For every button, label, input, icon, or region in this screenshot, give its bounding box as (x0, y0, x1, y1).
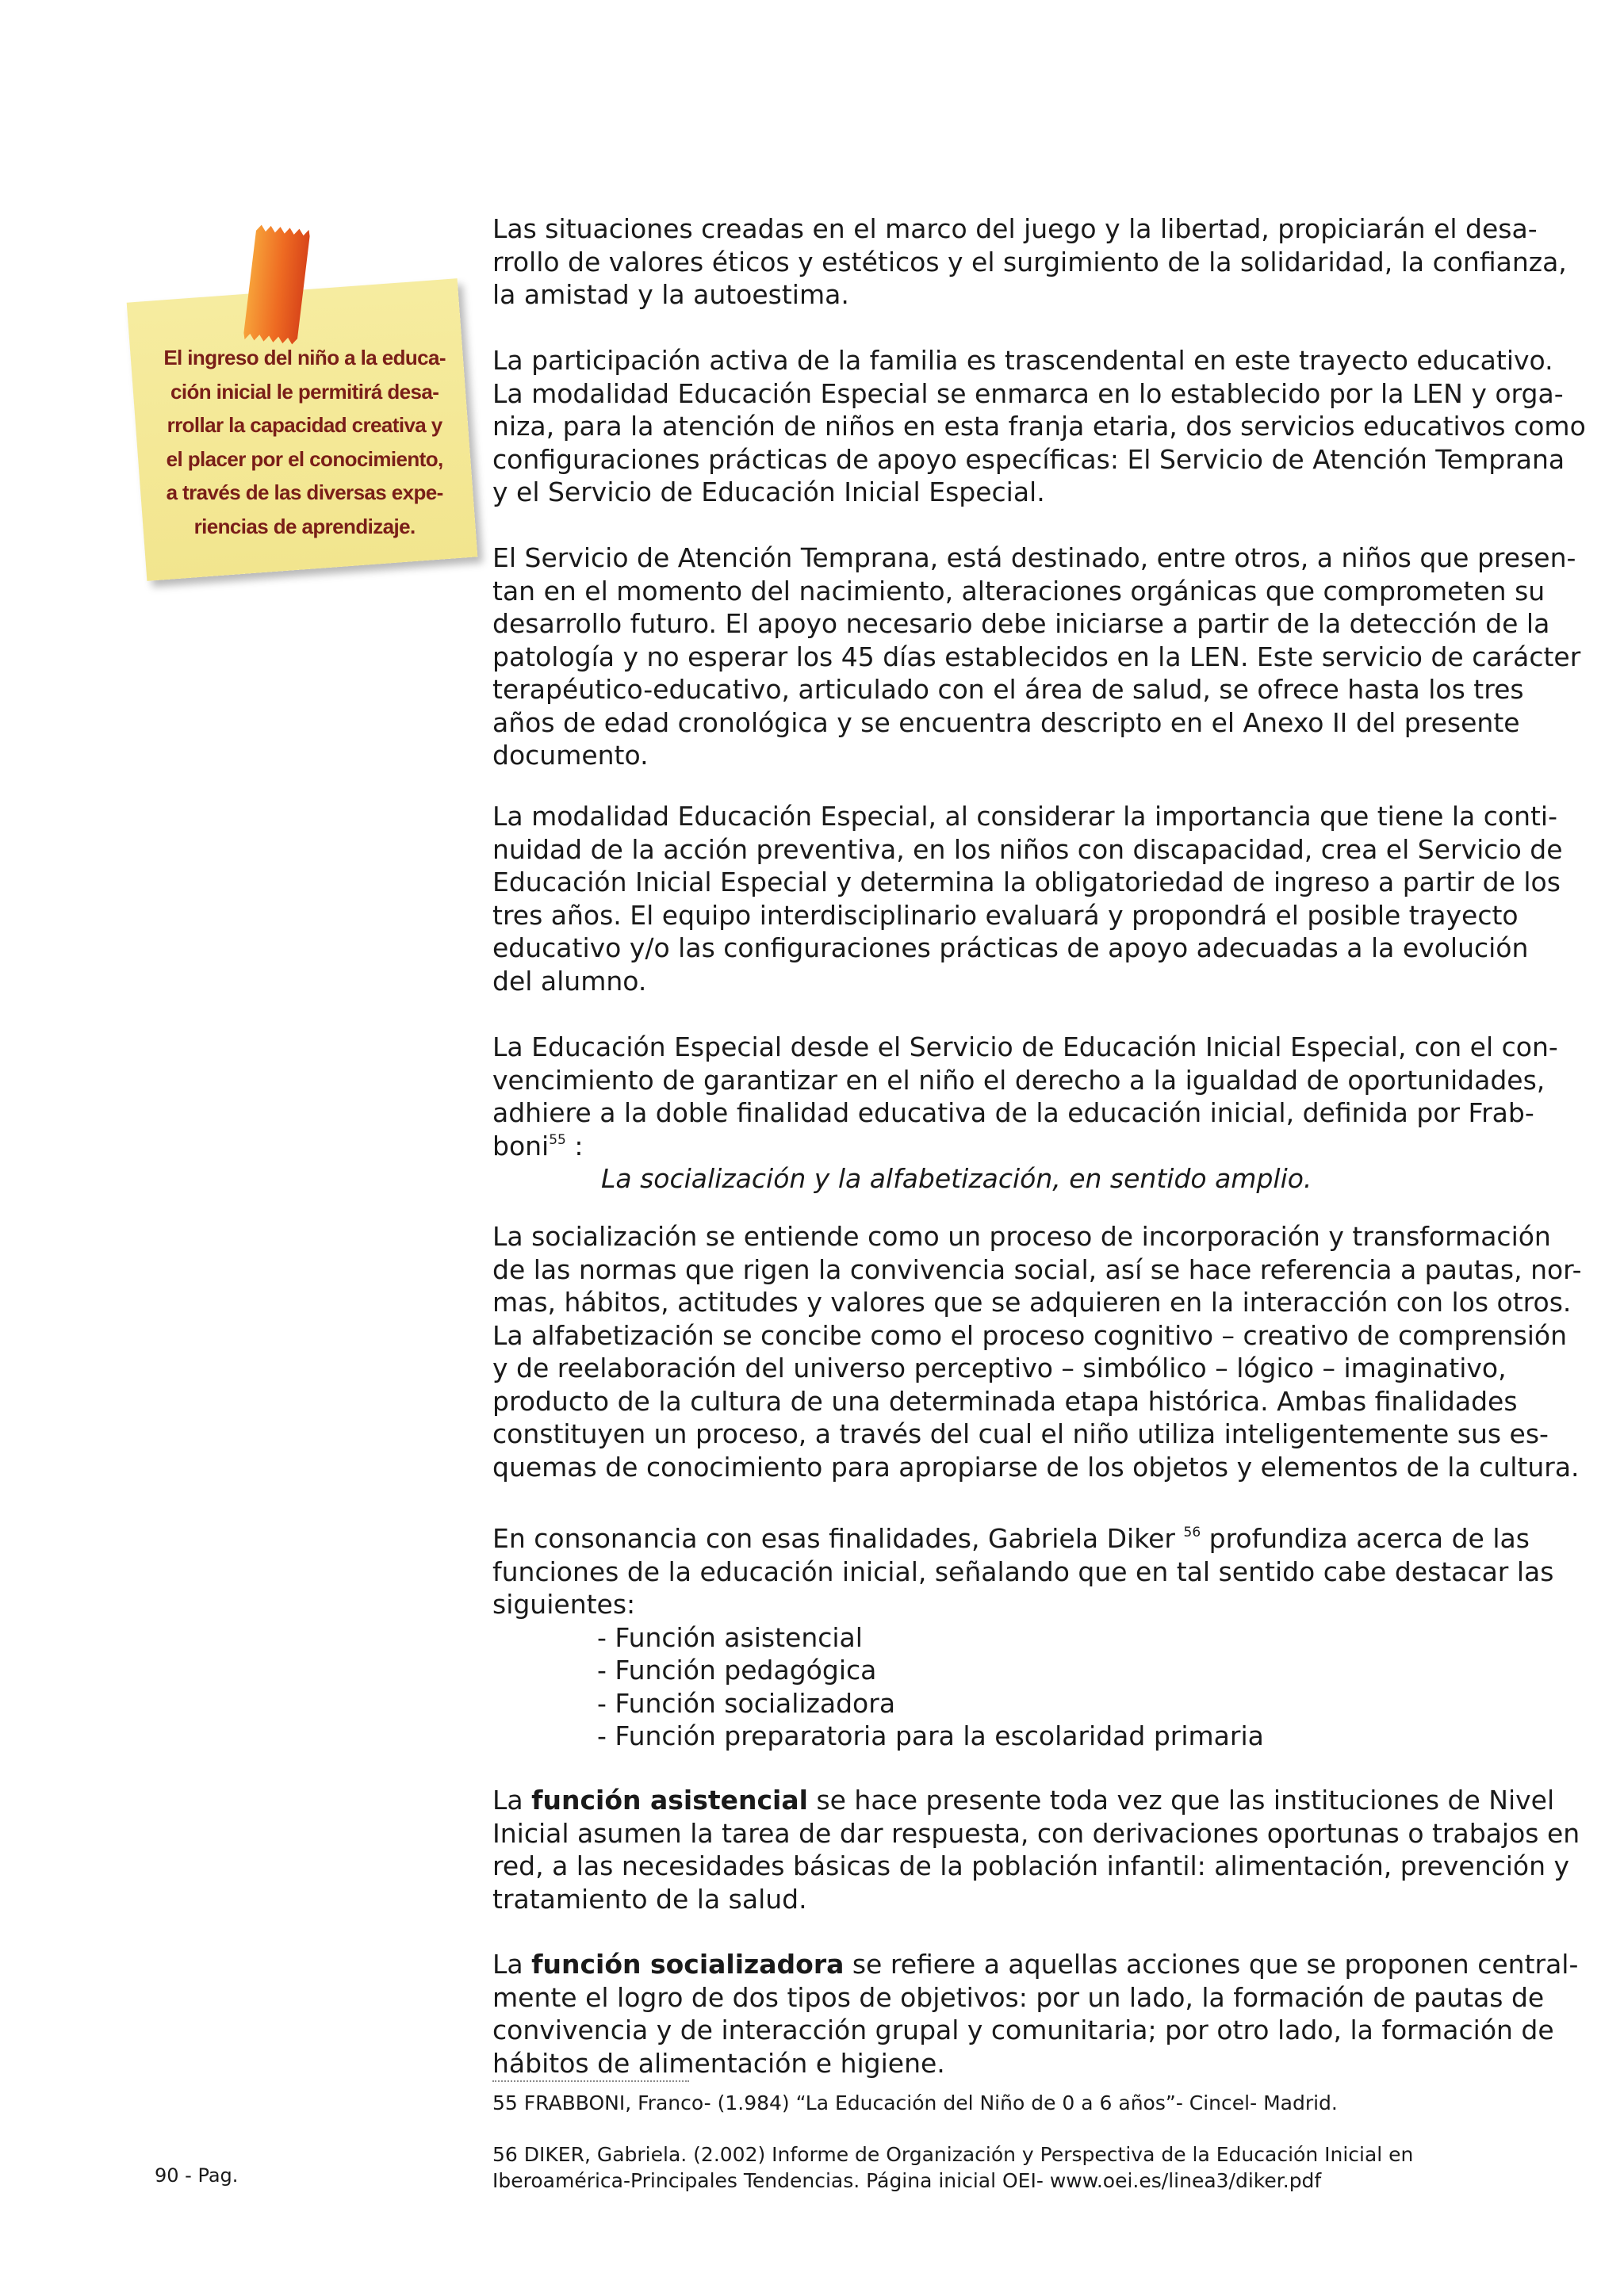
paragraph-4 (492, 800, 1563, 997)
list-item: - Función pedagógica (597, 1655, 877, 1686)
text-fragment: se refiere a aquellas acciones que se proponen central- (844, 1949, 1579, 1980)
footnote-text: 55 FRABBONI, Franco- (1.984) “La Educación del Niño de 0 a 6 años”- Cincel- Madrid. (492, 2091, 1338, 2114)
paragraph-9 (492, 1948, 1579, 2080)
paragraph-8 (492, 1784, 1580, 1915)
text-fragment: boni (492, 1130, 550, 1161)
text-line: niza, para la atención de niños en esta franja etaria, dos servicios educativos como (492, 411, 1586, 442)
text-line: configuraciones prácticas de apoyo específicas: El Servicio de Atención Temprana (492, 443, 1565, 475)
text-line: El Servicio de Atención Temprana, está destinado, entre otros, a niños que presen- (492, 542, 1576, 573)
text-line (492, 1522, 1530, 1556)
note-line: el placer por el conocimiento, (166, 446, 443, 471)
text-fragment: se hace presente toda vez que las instituciones de Nivel (807, 1785, 1555, 1816)
text-fragment: La (492, 1785, 532, 1816)
paragraph-7 (492, 1522, 1554, 1753)
text-line (492, 1948, 1579, 1981)
text-line: tres años. El equipo interdisciplinario evaluará y propondrá el posible trayecto (492, 899, 1519, 931)
text-line: desarrollo futuro. El apoyo necesario debe iniciarse a partir de la detección de la (492, 608, 1550, 639)
note-line: El ingreso del niño a la educa- (163, 345, 446, 369)
text-line: adhiere a la doble finalidad educativa de la educación inicial, definida por Frab- (492, 1097, 1534, 1128)
text-line: de las normas que rigen la convivencia social, así se hace referencia a pautas, nor- (492, 1253, 1582, 1285)
note-line: a través de las diversas expe- (166, 480, 443, 504)
text-line: educativo y/o las configuraciones prácticas de apoyo adecuadas a la evolución (492, 932, 1529, 963)
bold-term: función socializadora (531, 1949, 845, 1980)
text-line: Las situaciones creadas en el marco del juego y la libertad, propiciarán el desa- (492, 213, 1538, 244)
footnote-text: Iberoamérica-Principales Tendencias. Página inicial OEI- www.oei.es/linea3/diker.pdf (492, 2169, 1322, 2192)
text-line: y de reelaboración del universo perceptivo – simbólico – lógico – imaginativo, (492, 1353, 1507, 1383)
text-line: patología y no esperar los 45 días establecidos en la LEN. Este servicio de carácter (492, 641, 1581, 672)
paragraph-1 (492, 212, 1567, 312)
text-line: y el Servicio de Educación Inicial Especial. (492, 476, 1045, 507)
note-line: riencias de aprendizaje. (193, 514, 416, 538)
paragraph-3 (492, 541, 1581, 772)
footnote-ref-56: 56 (1183, 1525, 1201, 1540)
tape-icon (241, 223, 312, 347)
text-line: La alfabetización se concibe como el proceso cognitivo – creativo de comprensión (492, 1319, 1568, 1351)
list-item: - Función asistencial (597, 1621, 863, 1653)
list-item: - Función socializadora (597, 1687, 896, 1719)
text-line: quemas de conocimiento para apropiarse de los objetos y elementos de la cultura. (492, 1451, 1580, 1483)
text-line: La participación activa de la familia es trascendental en este trayecto educativo. (492, 345, 1553, 376)
text-fragment: profundiza acerca de las (1201, 1523, 1530, 1554)
text-line (492, 1784, 1555, 1817)
paragraph-6 (492, 1220, 1582, 1483)
text-fragment: En consonancia con esas finalidades, Gabriela Diker (492, 1523, 1184, 1554)
text-line: siguientes: (492, 1589, 636, 1620)
bold-term: función asistencial (531, 1785, 808, 1816)
text-line: terapéutico-educativo, articulado con el área de salud, se ofrece hasta los tres (492, 674, 1524, 705)
text-line: constituyen un proceso, a través del cual el niño utiliza inteligentemente sus es- (492, 1418, 1549, 1449)
note-line: ción inicial le permitirá desa- (170, 379, 439, 404)
text-line: años de edad cronológica y se encuentra descripto en el Anexo II del presente (492, 706, 1520, 738)
text-line: rrollo de valores éticos y estéticos y el surgimiento de la solidaridad, la confianza, (492, 246, 1567, 277)
list-item: - Función preparatoria para la escolaridad primaria (597, 1720, 1264, 1751)
text-line: mas, hábitos, actitudes y valores que se adquieren en la interacción con los otros. (492, 1287, 1572, 1318)
text-line: Educación Inicial Especial y determina la obligatoriedad de ingreso a partir de los (492, 867, 1561, 897)
text-line: documento. (492, 740, 649, 771)
footnote-56 (492, 2141, 1476, 2194)
sticky-note-text (161, 341, 448, 543)
text-line: red, a las necesidades básicas de la población infantil: alimentación, prevención y (492, 1850, 1570, 1881)
text-line: del alumno. (492, 965, 647, 997)
text-fragment: : (565, 1130, 584, 1161)
text-line: La modalidad Educación Especial, al considerar la importancia que tiene la conti- (492, 801, 1558, 832)
text-line: vencimiento de garantizar en el niño el derecho a la igualdad de oportunidades, (492, 1064, 1545, 1096)
text-line: nuidad de la acción preventiva, en los niños con discapacidad, crea el Servicio de (492, 833, 1563, 865)
footnote-ref-55: 55 (549, 1131, 566, 1148)
italic-quote: La socialización y la alfabetización, en sentido amplio. (601, 1163, 1312, 1194)
page-number: 90 - Pag. (155, 2164, 239, 2187)
footnote-divider (492, 2080, 689, 2082)
note-line: rrollar la capacidad creativa y (167, 412, 442, 437)
footnote-text: 56 DIKER, Gabriela. (2.002) Informe de Organización y Perspectiva de la Educación Inicial en (492, 2143, 1414, 2166)
text-line: La socialización se entiende como un proceso de incorporación y transformación (492, 1221, 1551, 1252)
footnote-55 (492, 2090, 1476, 2116)
text-line (492, 1130, 1471, 1163)
paragraph-2 (492, 344, 1586, 509)
text-line: Inicial asumen la tarea de dar respuesta, con derivaciones oportunas o trabajos en (492, 1817, 1580, 1849)
text-line: funciones de la educación inicial, señalando que en tal sentido cabe destacar las (492, 1556, 1554, 1587)
text-line: la amistad y la autoestima. (492, 279, 849, 310)
text-line: La modalidad Educación Especial se enmarca en lo establecido por la LEN y orga- (492, 377, 1564, 409)
text-line: hábitos de alimentación e higiene. (492, 2047, 945, 2079)
text-line: mente el logro de dos tipos de objetivos: por un lado, la formación de pautas de (492, 1981, 1545, 2013)
text-line: La Educación Especial desde el Servicio de Educación Inicial Especial, con el con- (492, 1031, 1558, 1062)
text-line: tan en el momento del nacimiento, alteraciones orgánicas que comprometen su (492, 575, 1545, 607)
paragraph-5 (492, 1031, 1558, 1196)
text-fragment: La (492, 1949, 532, 1980)
text-line: convivencia y de interacción grupal y comunitaria; por otro lado, la formación de (492, 2015, 1554, 2045)
text-line: tratamiento de la salud. (492, 1883, 807, 1915)
text-line: producto de la cultura de una determinada etapa histórica. Ambas finalidades (492, 1385, 1518, 1417)
